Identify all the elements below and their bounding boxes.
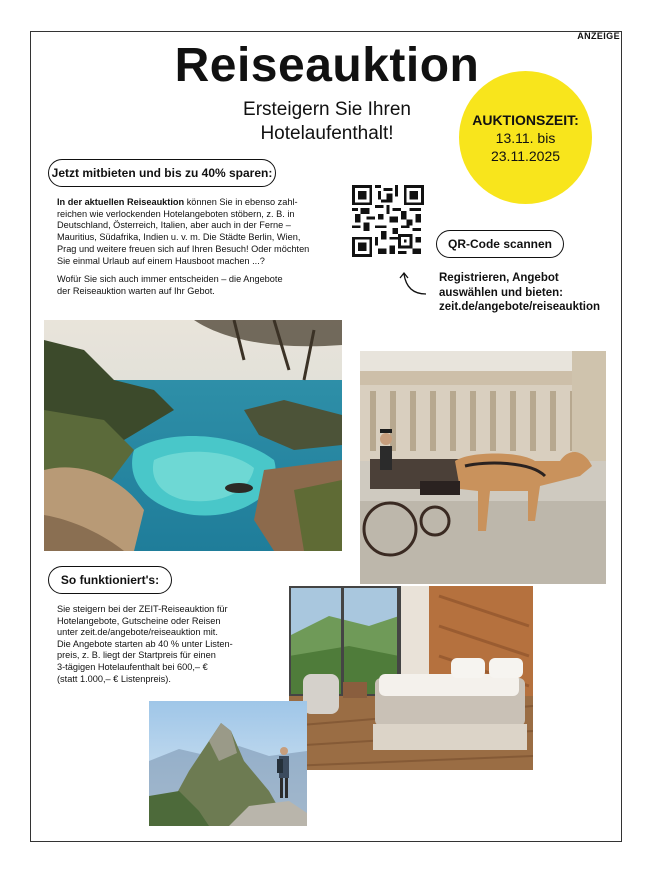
badge-label: AUKTIONSZEIT:	[472, 111, 579, 128]
mountain-hiker-photo	[149, 701, 307, 826]
intro-closing-line: der Reiseauktion warten auf Ihr Gebot.	[57, 285, 215, 296]
how-line: preis, z. B. liegt der Startpreis für einen	[57, 650, 216, 661]
auction-time-badge	[459, 71, 592, 204]
subtitle-line-1: Ersteigern Sie Ihren	[243, 99, 411, 120]
how-line: Sie steigern bei der ZEIT-Reiseauktion für	[57, 604, 228, 614]
hotel-room-photo	[289, 586, 533, 770]
badge-date-start: 13.11. bis	[495, 129, 556, 146]
coast-cove-photo	[44, 320, 342, 551]
how-line: Hotelangebote, Gutscheine oder Reisen	[57, 615, 221, 626]
page-title: Reiseauktion	[174, 39, 480, 92]
horse-carriage-photo	[360, 351, 606, 584]
intro-lead: In der aktuellen Reiseauktion	[57, 197, 185, 207]
intro-closing-line: Wofür Sie sich auch immer entscheiden – die Angebote	[57, 274, 283, 284]
how-line: (statt 1.000,– € Listenpreis).	[57, 673, 171, 684]
intro-closing-text	[57, 274, 319, 297]
badge-date-end: 23.11.2025	[490, 147, 561, 164]
bid-savings-pill: Jetzt mitbieten und bis zu 40% sparen:	[48, 159, 276, 187]
how-line: Die Angebote starten ab 40 % unter Listen-	[57, 638, 233, 649]
intro-line: Mauritius, Südafrika, Indien u. v. m. Die Städte Berlin, Wien,	[57, 232, 301, 243]
register-url-link[interactable]: zeit.de/angebote/reiseauktion	[439, 301, 601, 313]
intro-line: Deutschland, Österreich, Italien, aber auch in der Ferne –	[57, 220, 291, 231]
intro-text	[57, 197, 319, 267]
register-instructions	[439, 271, 614, 315]
intro-line: reichen wie verlockenden Hotelangeboten stöbern, z. B. in	[57, 208, 295, 219]
register-line-2: auswählen und bieten:	[439, 286, 563, 299]
how-it-works-pill: So funktioniert's:	[48, 566, 172, 594]
ad-label: ANZEIGE	[577, 31, 620, 41]
how-line: 3-tägigen Hotelaufenthalt bei 600,– €	[57, 661, 208, 672]
intro-line: Prag und weitere freuen sich auf Ihren Besuch! Oder möchten	[57, 243, 310, 254]
intro-line: können Sie in ebenso zahl-	[184, 197, 298, 207]
subtitle-line-2: Hotelaufenthalt!	[260, 123, 394, 144]
qr-scan-pill: QR-Code scannen	[436, 230, 564, 258]
qr-code[interactable]	[352, 185, 424, 257]
how-line: unter zeit.de/angebote/reiseauktion mit.	[57, 627, 218, 638]
how-it-works-text	[57, 604, 275, 685]
intro-line: Sie einmal Urlaub auf einem Hausboot machen ...?	[57, 255, 265, 266]
register-line-1: Registrieren, Angebot	[439, 272, 559, 284]
curved-arrow-icon	[396, 268, 432, 298]
